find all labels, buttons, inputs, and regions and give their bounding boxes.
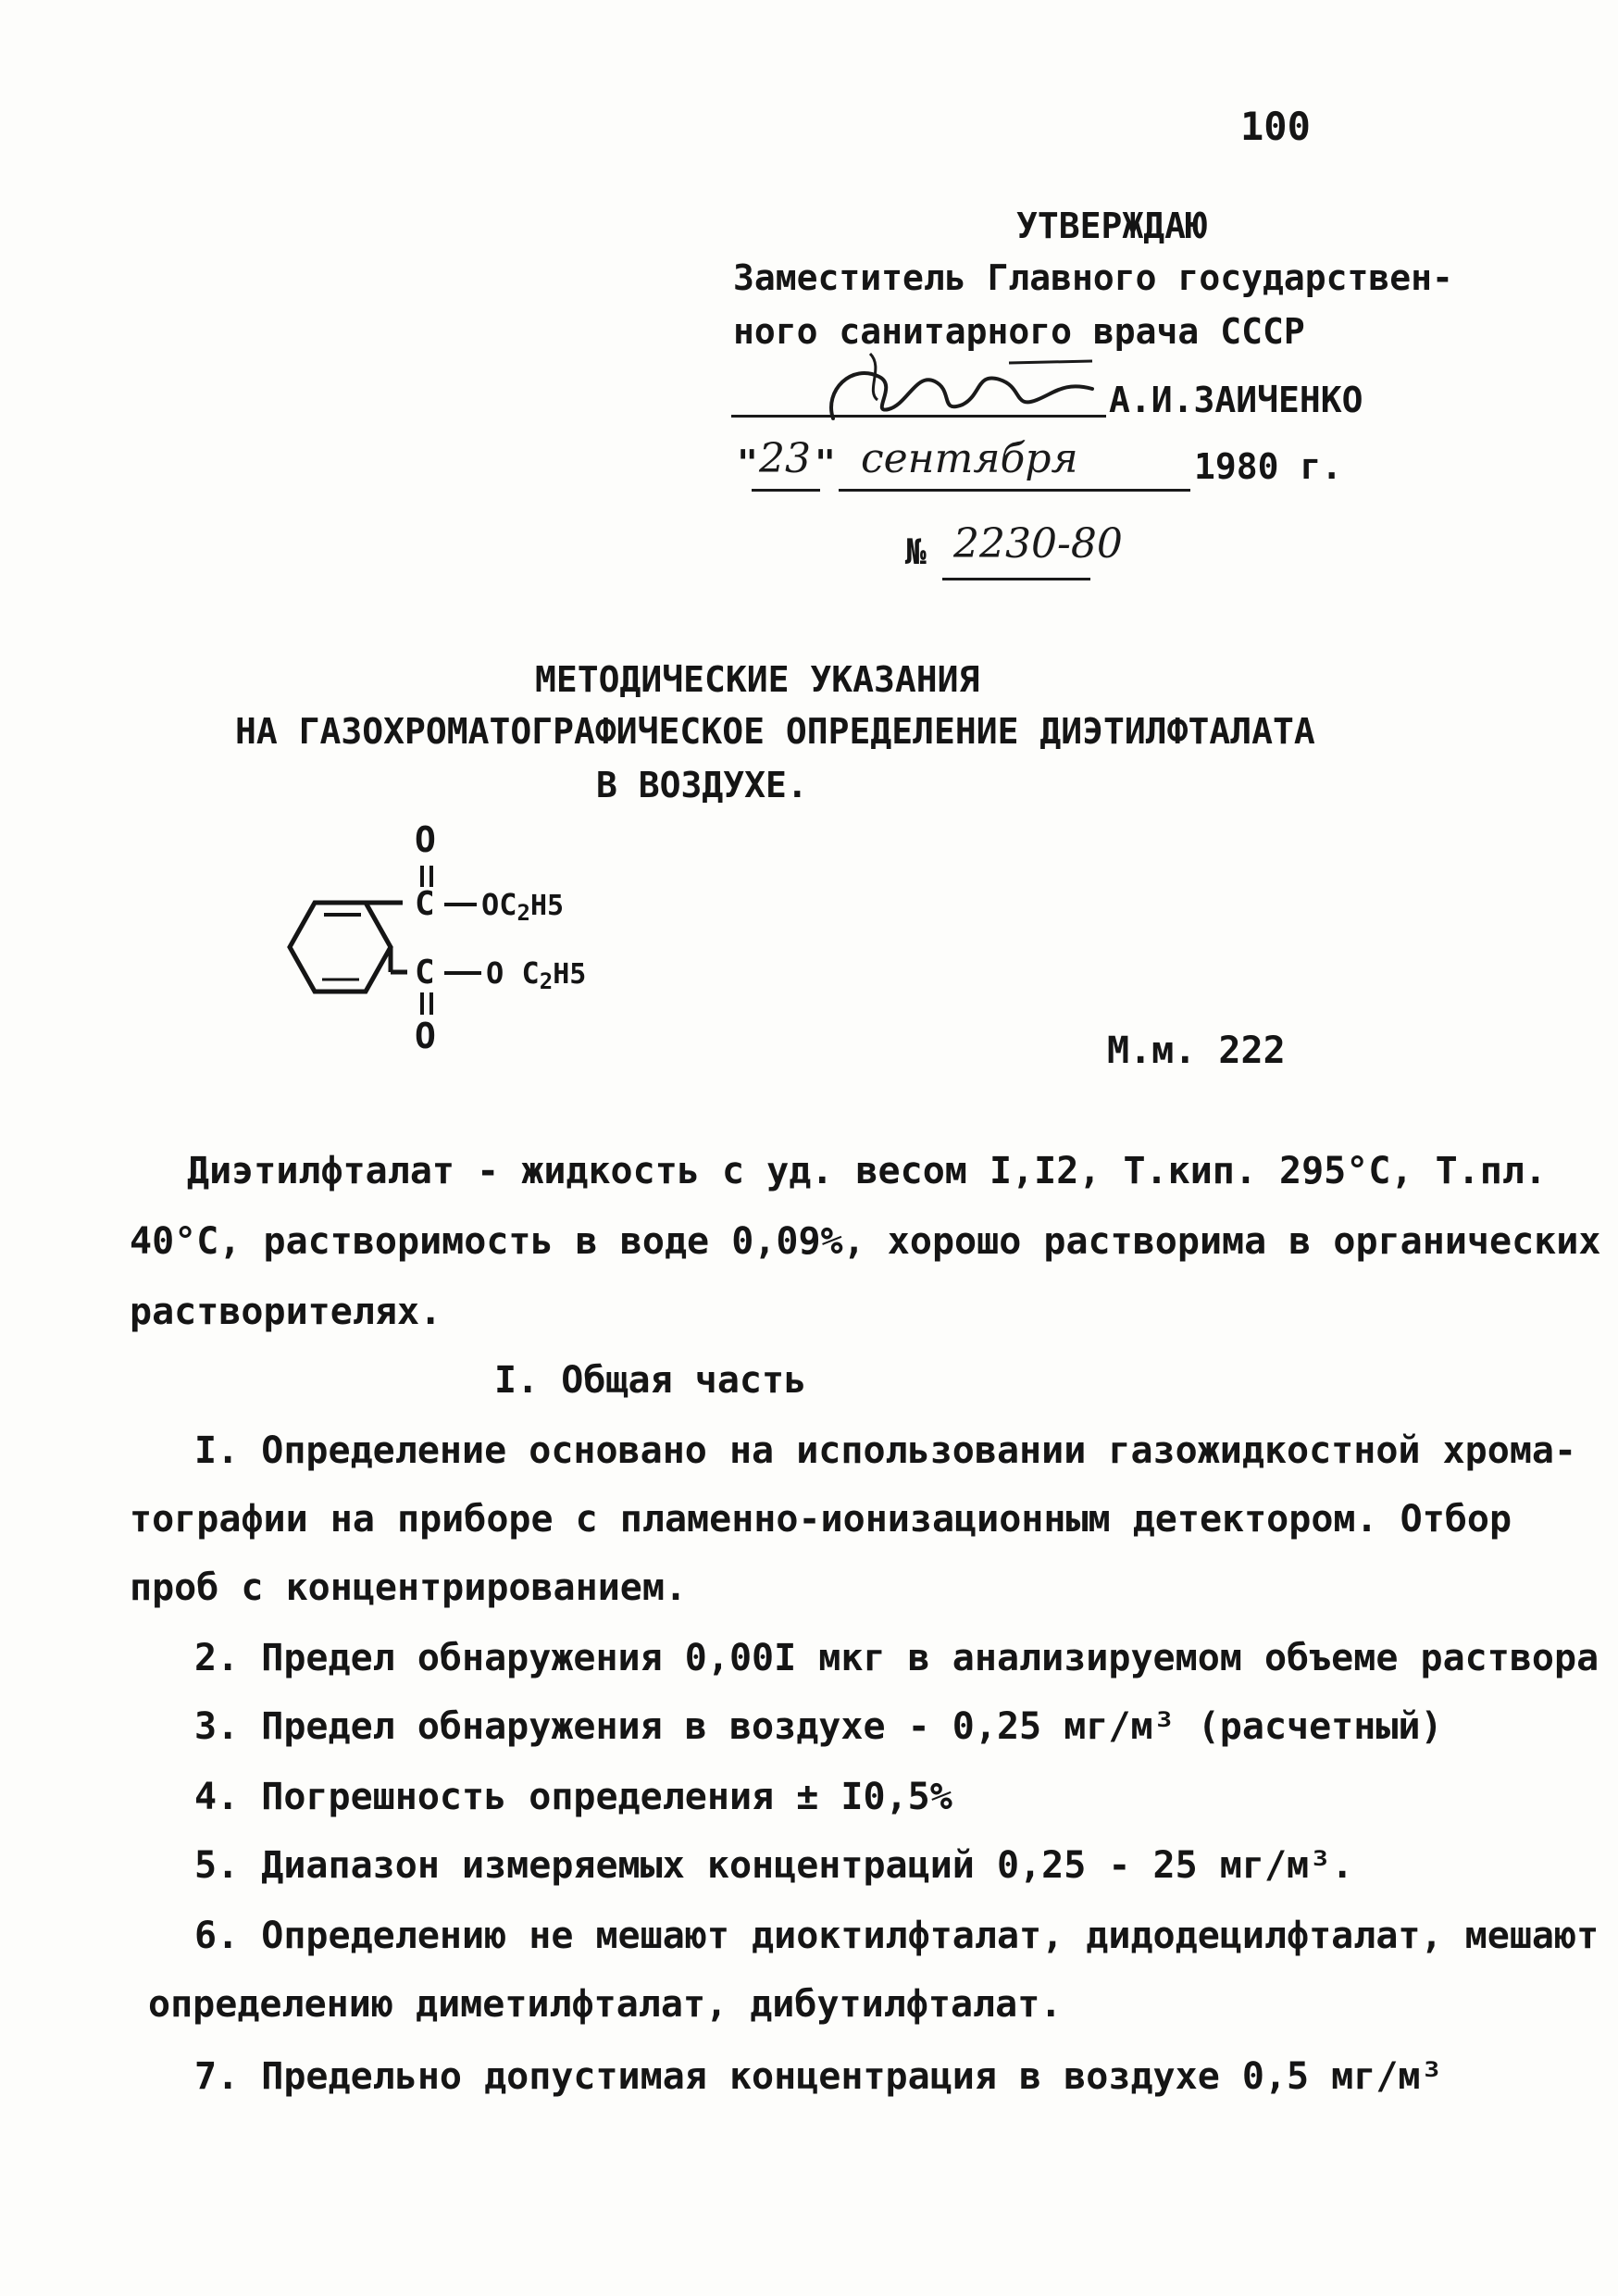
list-item-5: 5. Диапазон измеряемых концентраций 0,25 - 25 мг/м³. bbox=[194, 1844, 1354, 1887]
list-item-6-line1: 6. Определению не мешают диоктилфталат, дидодецилфталат, мешают bbox=[194, 1915, 1599, 1957]
chemical-structure bbox=[259, 815, 648, 1083]
top-oxygen: O bbox=[415, 819, 436, 860]
approval-line2: ного санитарного врача СССР bbox=[733, 311, 1305, 352]
approver-name: А.И.ЗАИЧЕНКО bbox=[1109, 380, 1363, 420]
list-item-6-line2: определению диметилфталат, дибутилфталат. bbox=[148, 1983, 1063, 2026]
number-line bbox=[942, 578, 1090, 580]
molecular-mass: М.м. 222 bbox=[1107, 1029, 1286, 1072]
list-item-1-line2: тографии на приборе с пламенно-ионизационным детектором. Отбор bbox=[130, 1498, 1512, 1541]
signature-line bbox=[731, 415, 1106, 418]
description-line3: растворителях. bbox=[130, 1291, 442, 1333]
number-prefix: № bbox=[905, 531, 927, 572]
date-year: 1980 г. bbox=[1194, 446, 1343, 487]
top-ester-group: OC2H5 bbox=[481, 887, 565, 926]
approval-number: 2230-80 bbox=[953, 520, 1123, 568]
date-month-line bbox=[839, 489, 1190, 492]
description-line1: Диэтилфталат - жидкость с уд. весом I,I2, Т.кип. 295°С, Т.пл. bbox=[187, 1150, 1548, 1192]
date-month: сентября bbox=[861, 435, 1078, 482]
description-line2: 40°С, растворимость в воде 0,09%, хорошо растворима в органических bbox=[130, 1220, 1601, 1263]
date-day: 23 bbox=[759, 435, 811, 482]
list-item-1-line1: I. Определение основано на использовании газожидкостной хрома- bbox=[194, 1429, 1577, 1472]
heading-line3: В ВОЗДУХЕ. bbox=[596, 765, 808, 805]
date-quote-close: " bbox=[815, 443, 836, 483]
approval-title: УТВЕРЖДАЮ bbox=[1016, 206, 1207, 246]
bottom-oxygen: O bbox=[415, 1016, 436, 1056]
section-title: I. Общая часть bbox=[494, 1359, 807, 1402]
date-quote-open: " bbox=[737, 443, 758, 483]
page-number: 100 bbox=[1240, 104, 1311, 149]
bottom-carbon: C bbox=[415, 954, 435, 992]
list-item-3: 3. Предел обнаружения в воздухе - 0,25 мг/м³ (расчетный) bbox=[194, 1705, 1443, 1748]
heading-line1: МЕТОДИЧЕСКИЕ УКАЗАНИЯ bbox=[535, 659, 980, 700]
list-item-4: 4. Погрешность определения ± I0,5% bbox=[194, 1776, 952, 1818]
approval-line1: Заместитель Главного государствен- bbox=[733, 257, 1453, 298]
date-day-line bbox=[752, 489, 820, 492]
bottom-ester-group: O C2H5 bbox=[486, 955, 587, 994]
list-item-1-line3: проб с концентрированием. bbox=[130, 1566, 688, 1609]
top-carbon: C bbox=[415, 885, 435, 923]
list-item-7: 7. Предельно допустимая концентрация в воздухе 0,5 мг/м³ bbox=[194, 2055, 1443, 2098]
signature bbox=[815, 335, 1120, 437]
list-item-2: 2. Предел обнаружения 0,00I мкг в анализируемом объеме раствора bbox=[194, 1637, 1599, 1679]
heading-line2: НА ГАЗОХРОМАТОГРАФИЧЕСКОЕ ОПРЕДЕЛЕНИЕ ДИЭТИЛФТАЛАТА bbox=[235, 711, 1315, 752]
